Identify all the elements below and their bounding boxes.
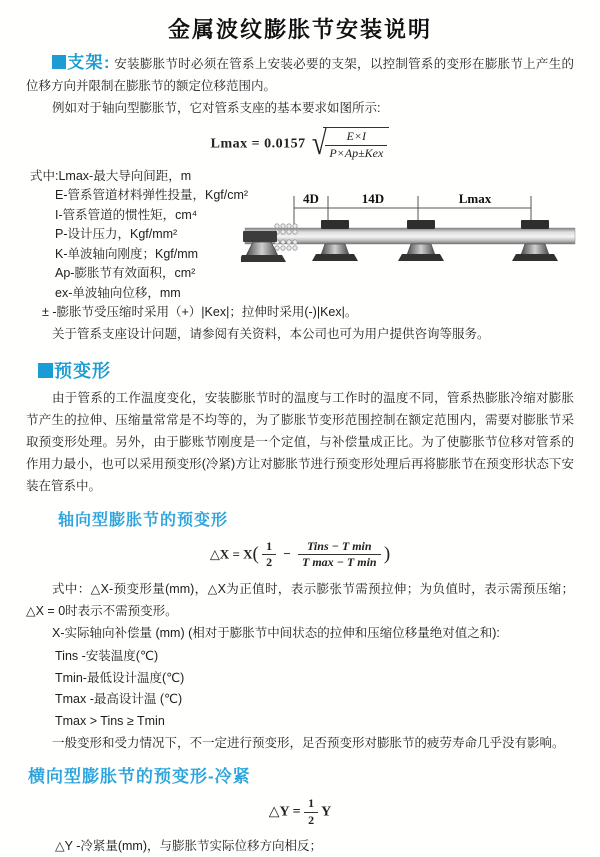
minus-sign: − [283, 545, 291, 561]
variable-item: ex-单波轴向位移，mm [55, 285, 181, 300]
one-half-fraction [262, 540, 276, 571]
pipe-support-diagram [241, 190, 597, 288]
page-title: 金属波纹膨胀节安装说明 [167, 17, 432, 42]
lateral-desc-line [55, 836, 600, 857]
lmax-radicand [323, 127, 389, 161]
variable-item: K-单波轴向刚度；Kgf/mm [55, 246, 199, 261]
support-paragraph [26, 52, 574, 97]
variable-item: P-设计压力，Kgf/mm² [55, 227, 178, 242]
lateral-subheading: 横向型膨胀节的预变形-冷紧 [28, 767, 251, 787]
axial-note: 一般变形和受力情况下，不一定进行预变形，足否预变形对膨胀节的疲劳寿命几乎没有影响。 [52, 736, 565, 751]
pipe-diagram-svg [241, 190, 597, 288]
blue-square-icon [38, 363, 53, 378]
fraction-numerator: 1 [304, 797, 318, 813]
dimension-label-14d: 14D [361, 191, 385, 206]
variable-intro: 式中:Lmax-最大导向间距，m [30, 168, 192, 183]
variable-item: E-管系管道材料弹性投量，Kgf/cm² [55, 188, 249, 203]
fraction-numerator: Tins − T min [298, 540, 381, 556]
close-paren: ) [383, 542, 391, 564]
lateral-formula-lhs: △Y = [268, 804, 301, 820]
axial-formula [0, 540, 600, 571]
variable-item: I-管系管道的惯性矩，cm⁴ [55, 207, 198, 222]
lmax-formula: Lmax = 0.0157 √ $\frac{E\times I}{\text{P×Ap±Kex}}$ [0, 127, 600, 161]
fraction-denominator: 2 [308, 812, 315, 827]
temperature-definitions [55, 646, 600, 732]
dimension-label-lmax: Lmax [458, 191, 492, 206]
axial-desc1: 式中：△X-预变形量(mm)，△X为正值时，表示膨张节需预拉伸；为负值时，表示需预压缩；△X = 0时表示不需预变形。 [26, 582, 574, 619]
temp-item: Tins -安装温度(℃) [55, 649, 159, 664]
axial-subheading: 轴向型膨胀节的预变形 [58, 511, 229, 529]
lateral-formula [0, 797, 600, 828]
fraction-numerator: 1 [262, 540, 276, 556]
temp-item: Tmin-最低设计温度(℃) [55, 670, 185, 685]
predeform-section-heading [38, 357, 600, 383]
variable-item: Ap-膨胀节有效面积，cm² [55, 266, 196, 281]
axial-formula-lhs: △X = X [209, 545, 253, 561]
dimension-label-4d: 4D [303, 191, 319, 206]
temp-item: Tmax > Tins ≥ Tmin [55, 713, 165, 728]
temp-item: Tmax -最高设计温 (℃) [55, 692, 183, 707]
predeform-paragraph: 由于管系的工作温度变化，安装膨胀节时的温度与工作时的温度不同，管系热膨胀冷缩对膨胀节产生的拉伸、压缩量常常是不均等的，为了膨胀节变形范围控制在额定范围内，需要对膨胀节采取预变形处理。另外，由于膨账节刚度是一个定值，与补偿量成正比。为了使膨胀节位移对管系的作用力最小，也可以采用预变形(冷紧)方让对膨胀节进行预变形处理后再将膨胀节在预变形状态下安装在管系中。 [26, 390, 574, 493]
lmax-denominator: P×Ap±Kex [329, 145, 384, 160]
support-note: 关于管系支座设计问题，请参阅有关资料，本公司也可为用户提供咨询等服务。 [52, 326, 490, 341]
blue-square-icon [52, 55, 66, 69]
predeform-heading-text: 预变形 [54, 360, 111, 381]
open-paren: ( [252, 542, 259, 564]
temperature-fraction [298, 540, 381, 571]
fraction-denominator: T max − T min [302, 555, 377, 570]
lmax-numerator: E×I [325, 130, 387, 146]
lateral-formula-rhs: Y [321, 804, 332, 820]
lmax-formula-lhs: Lmax = 0.0157 [210, 136, 306, 152]
lateral-desc: △Y -冷紧量(mm)，与膨胀节实际位移方向相反； [55, 838, 323, 853]
support-heading: 支架: [67, 53, 111, 72]
one-half-fraction [304, 797, 318, 828]
axial-desc2: X-实际轴向补偿量 (mm) (相对于膨胀节中间状态的拉伸和压缩位移量绝对值之和): [52, 626, 500, 641]
variable-plusminus-note: ± -膨胀节受压缩时采用（+）|Kex|；拉伸时采用(-)|Kex|。 [42, 305, 358, 320]
support-body-text: 安装膨胀节时必须在管系上安装必要的支架，以控制管系的变形在膨胀节上产生的位移方向并限制在膨胀节的额定位移范围内。 [26, 57, 574, 93]
support-example-paragraph: 例如对于轴向型膨胀节，它对管系支座的基本要求如图所示: [52, 101, 381, 115]
fraction-denominator: 2 [266, 555, 273, 570]
